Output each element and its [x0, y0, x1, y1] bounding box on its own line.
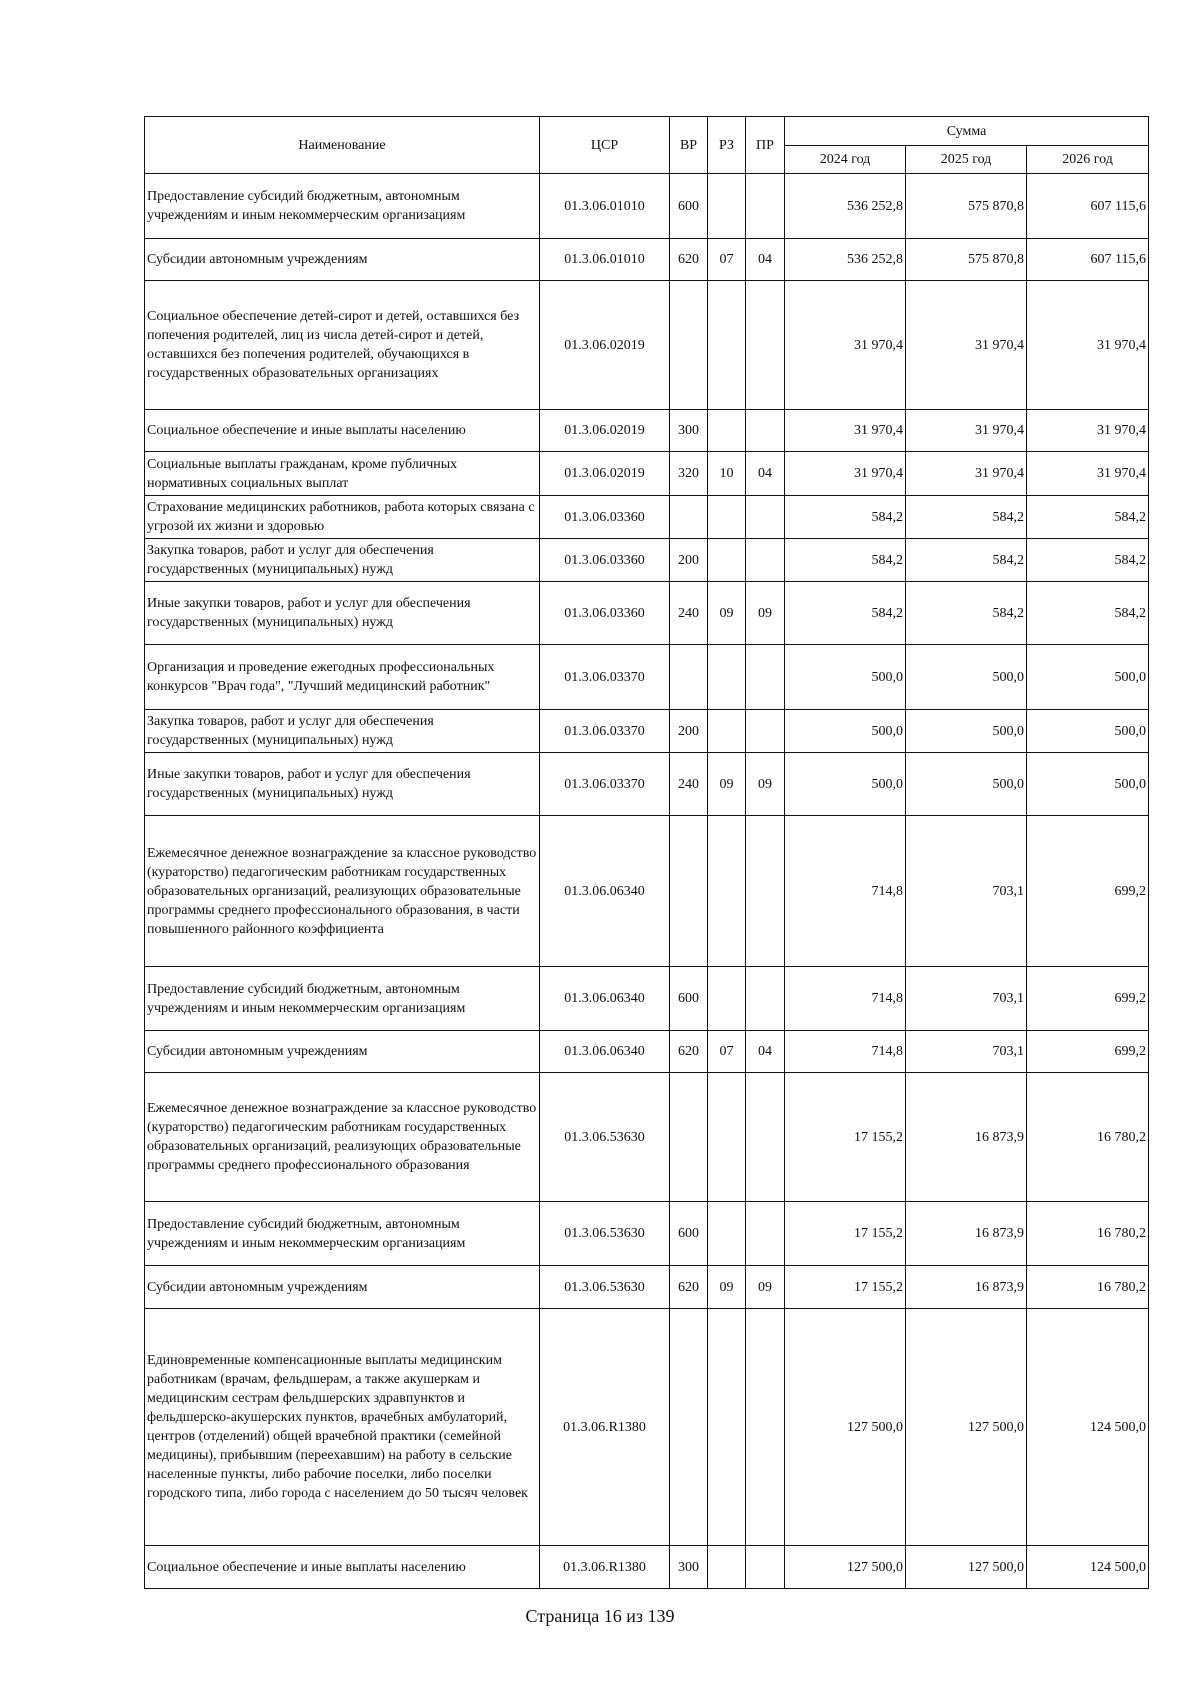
cell-2025: 127 500,0 [906, 1546, 1027, 1589]
cell-name: Ежемесячное денежное вознаграждение за классное руководство (кураторство) педагогическим работникам государственных образовательных организаций, реализующих образовательные программы среднего профессионального образования, в части повышенного районного коэффициента [145, 816, 540, 967]
cell-vr: 320 [670, 452, 708, 496]
cell-rz: 09 [708, 753, 746, 816]
cell-2026: 584,2 [1027, 539, 1149, 582]
cell-name: Социальные выплаты гражданам, кроме публичных нормативных социальных выплат [145, 452, 540, 496]
table-row [145, 1031, 1149, 1073]
cell-csr: 01.3.06.53630 [540, 1266, 670, 1309]
header-csr: ЦСР [540, 117, 670, 174]
cell-name: Иные закупки товаров, работ и услуг для обеспечения государственных (муниципальных) нужд [145, 753, 540, 816]
cell-2024: 584,2 [785, 496, 906, 539]
header-vr: ВР [670, 117, 708, 174]
cell-name: Закупка товаров, работ и услуг для обеспечения государственных (муниципальных) нужд [145, 710, 540, 753]
cell-vr [670, 1309, 708, 1546]
cell-rz: 09 [708, 1266, 746, 1309]
cell-csr: 01.3.06.03360 [540, 496, 670, 539]
cell-csr: 01.3.06.03370 [540, 645, 670, 710]
cell-vr: 600 [670, 1202, 708, 1266]
cell-2024: 714,8 [785, 967, 906, 1031]
cell-2025: 584,2 [906, 582, 1027, 645]
table-row [145, 582, 1149, 645]
cell-rz [708, 967, 746, 1031]
cell-rz: 07 [708, 239, 746, 281]
cell-vr [670, 496, 708, 539]
cell-2026: 31 970,4 [1027, 281, 1149, 410]
cell-2024: 500,0 [785, 753, 906, 816]
cell-2025: 575 870,8 [906, 239, 1027, 281]
cell-rz [708, 1309, 746, 1546]
header-rz: РЗ [708, 117, 746, 174]
cell-pr: 09 [746, 1266, 785, 1309]
header-year-2025: 2025 год [906, 146, 1027, 174]
table-row [145, 967, 1149, 1031]
cell-pr [746, 1546, 785, 1589]
cell-rz [708, 174, 746, 239]
cell-pr: 09 [746, 753, 785, 816]
cell-vr: 620 [670, 239, 708, 281]
cell-2026: 607 115,6 [1027, 174, 1149, 239]
cell-csr: 01.3.06.03360 [540, 539, 670, 582]
cell-pr [746, 816, 785, 967]
cell-2025: 500,0 [906, 645, 1027, 710]
cell-pr: 04 [746, 1031, 785, 1073]
cell-2026: 699,2 [1027, 816, 1149, 967]
cell-csr: 01.3.06.R1380 [540, 1309, 670, 1546]
cell-name: Субсидии автономным учреждениям [145, 1266, 540, 1309]
cell-2025: 16 873,9 [906, 1202, 1027, 1266]
table-row [145, 1309, 1149, 1546]
table-row [145, 410, 1149, 452]
cell-2025: 31 970,4 [906, 452, 1027, 496]
table-row [145, 281, 1149, 410]
cell-rz: 10 [708, 452, 746, 496]
table-row [145, 239, 1149, 281]
cell-rz: 07 [708, 1031, 746, 1073]
cell-rz [708, 816, 746, 967]
cell-2024: 31 970,4 [785, 410, 906, 452]
cell-pr [746, 710, 785, 753]
cell-name: Предоставление субсидий бюджетным, автономным учреждениям и иным некоммерческим организациям [145, 967, 540, 1031]
cell-vr: 200 [670, 539, 708, 582]
table-row [145, 645, 1149, 710]
cell-2024: 500,0 [785, 710, 906, 753]
cell-pr [746, 1202, 785, 1266]
table-body [145, 174, 1149, 1589]
cell-2024: 127 500,0 [785, 1546, 906, 1589]
header-year-2026: 2026 год [1027, 146, 1149, 174]
cell-2026: 699,2 [1027, 967, 1149, 1031]
cell-vr: 240 [670, 582, 708, 645]
cell-pr [746, 496, 785, 539]
cell-2026: 500,0 [1027, 710, 1149, 753]
cell-2024: 17 155,2 [785, 1266, 906, 1309]
table-row [145, 1266, 1149, 1309]
cell-rz [708, 1546, 746, 1589]
cell-2024: 714,8 [785, 816, 906, 967]
cell-vr [670, 816, 708, 967]
table-row [145, 174, 1149, 239]
cell-name: Организация и проведение ежегодных профессиональных конкурсов "Врач года", "Лучший медицинский работник" [145, 645, 540, 710]
cell-vr [670, 281, 708, 410]
cell-name: Субсидии автономным учреждениям [145, 239, 540, 281]
header-name: Наименование [145, 117, 540, 174]
cell-vr [670, 645, 708, 710]
cell-csr: 01.3.06.03360 [540, 582, 670, 645]
cell-2025: 127 500,0 [906, 1309, 1027, 1546]
cell-csr: 01.3.06.02019 [540, 452, 670, 496]
table-header [145, 117, 1149, 174]
cell-name: Ежемесячное денежное вознаграждение за классное руководство (кураторство) педагогическим работникам государственных образовательных организаций, реализующих образовательные программы среднего профессионального образования [145, 1073, 540, 1202]
table-row [145, 496, 1149, 539]
cell-rz [708, 281, 746, 410]
cell-rz [708, 1202, 746, 1266]
cell-2025: 16 873,9 [906, 1073, 1027, 1202]
cell-rz [708, 1073, 746, 1202]
cell-2025: 31 970,4 [906, 281, 1027, 410]
cell-csr: 01.3.06.03370 [540, 710, 670, 753]
cell-2026: 124 500,0 [1027, 1546, 1149, 1589]
cell-2025: 703,1 [906, 1031, 1027, 1073]
table-row [145, 452, 1149, 496]
header-sum: Сумма [785, 117, 1149, 146]
cell-vr: 240 [670, 753, 708, 816]
cell-name: Предоставление субсидий бюджетным, автономным учреждениям и иным некоммерческим организациям [145, 1202, 540, 1266]
cell-name: Единовременные компенсационные выплаты медицинским работникам (врачам, фельдшерам, а также акушеркам и медицинским сестрам фельдшерских здравпунктов и фельдшерско-акушерских пунктов, врачебных амбулаторий, центров (отделений) общей врачебной практики (семейной медицины), прибывшим (переехавшим) на работу в сельские населенные пункты, либо рабочие поселки, либо поселки городского типа, либо города с населением до 50 тысяч человек [145, 1309, 540, 1546]
cell-2024: 584,2 [785, 539, 906, 582]
cell-vr: 200 [670, 710, 708, 753]
cell-2025: 31 970,4 [906, 410, 1027, 452]
cell-rz [708, 496, 746, 539]
cell-pr [746, 539, 785, 582]
cell-2026: 500,0 [1027, 645, 1149, 710]
cell-2026: 584,2 [1027, 582, 1149, 645]
cell-csr: 01.3.06.03370 [540, 753, 670, 816]
cell-pr [746, 645, 785, 710]
cell-2025: 500,0 [906, 753, 1027, 816]
budget-table [144, 116, 1149, 1589]
cell-name: Социальное обеспечение и иные выплаты населению [145, 1546, 540, 1589]
cell-csr: 01.3.06.02019 [540, 281, 670, 410]
cell-2025: 575 870,8 [906, 174, 1027, 239]
table-row [145, 710, 1149, 753]
cell-rz [708, 539, 746, 582]
cell-name: Социальное обеспечение и иные выплаты населению [145, 410, 540, 452]
cell-vr: 600 [670, 174, 708, 239]
cell-2025: 703,1 [906, 967, 1027, 1031]
cell-2024: 127 500,0 [785, 1309, 906, 1546]
cell-vr: 620 [670, 1031, 708, 1073]
cell-pr [746, 410, 785, 452]
cell-csr: 01.3.06.01010 [540, 239, 670, 281]
cell-csr: 01.3.06.06340 [540, 967, 670, 1031]
cell-csr: 01.3.06.06340 [540, 816, 670, 967]
cell-2024: 536 252,8 [785, 174, 906, 239]
cell-pr [746, 1073, 785, 1202]
cell-csr: 01.3.06.06340 [540, 1031, 670, 1073]
table-row [145, 1202, 1149, 1266]
cell-2026: 124 500,0 [1027, 1309, 1149, 1546]
cell-rz [708, 645, 746, 710]
cell-2026: 607 115,6 [1027, 239, 1149, 281]
header-year-2024: 2024 год [785, 146, 906, 174]
cell-name: Закупка товаров, работ и услуг для обеспечения государственных (муниципальных) нужд [145, 539, 540, 582]
cell-csr: 01.3.06.53630 [540, 1073, 670, 1202]
cell-2025: 584,2 [906, 496, 1027, 539]
cell-2026: 31 970,4 [1027, 452, 1149, 496]
cell-vr [670, 1073, 708, 1202]
header-pr: ПР [746, 117, 785, 174]
cell-rz [708, 410, 746, 452]
cell-pr [746, 1309, 785, 1546]
cell-2024: 584,2 [785, 582, 906, 645]
cell-2025: 703,1 [906, 816, 1027, 967]
cell-name: Предоставление субсидий бюджетным, автономным учреждениям и иным некоммерческим организациям [145, 174, 540, 239]
cell-2026: 699,2 [1027, 1031, 1149, 1073]
cell-pr [746, 174, 785, 239]
table-row [145, 753, 1149, 816]
cell-2024: 17 155,2 [785, 1073, 906, 1202]
table-row [145, 539, 1149, 582]
cell-pr [746, 281, 785, 410]
cell-name: Иные закупки товаров, работ и услуг для обеспечения государственных (муниципальных) нужд [145, 582, 540, 645]
cell-csr: 01.3.06.01010 [540, 174, 670, 239]
cell-csr: 01.3.06.02019 [540, 410, 670, 452]
table-row [145, 816, 1149, 967]
cell-2024: 500,0 [785, 645, 906, 710]
cell-2024: 31 970,4 [785, 281, 906, 410]
cell-name: Субсидии автономным учреждениям [145, 1031, 540, 1073]
cell-pr: 04 [746, 239, 785, 281]
cell-vr: 600 [670, 967, 708, 1031]
cell-name: Социальное обеспечение детей-сирот и детей, оставшихся без попечения родителей, лиц из числа детей-сирот и детей, оставшихся без попечения родителей, обучающихся в государственных образовательных организациях [145, 281, 540, 410]
cell-2026: 31 970,4 [1027, 410, 1149, 452]
cell-csr: 01.3.06.R1380 [540, 1546, 670, 1589]
cell-pr [746, 967, 785, 1031]
cell-2026: 16 780,2 [1027, 1073, 1149, 1202]
cell-2026: 500,0 [1027, 753, 1149, 816]
cell-2026: 16 780,2 [1027, 1266, 1149, 1309]
table-row [145, 1546, 1149, 1589]
cell-vr: 300 [670, 410, 708, 452]
cell-2025: 16 873,9 [906, 1266, 1027, 1309]
cell-rz [708, 710, 746, 753]
page-footer: Страница 16 из 139 [525, 1606, 675, 1626]
cell-2025: 584,2 [906, 539, 1027, 582]
cell-2026: 584,2 [1027, 496, 1149, 539]
table-row [145, 1073, 1149, 1202]
cell-csr: 01.3.06.53630 [540, 1202, 670, 1266]
cell-2024: 17 155,2 [785, 1202, 906, 1266]
cell-vr: 620 [670, 1266, 708, 1309]
cell-vr: 300 [670, 1546, 708, 1589]
cell-2025: 500,0 [906, 710, 1027, 753]
cell-name: Страхование медицинских работников, работа которых связана с угрозой их жизни и здоровью [145, 496, 540, 539]
cell-2024: 714,8 [785, 1031, 906, 1073]
cell-rz: 09 [708, 582, 746, 645]
cell-2026: 16 780,2 [1027, 1202, 1149, 1266]
cell-pr: 04 [746, 452, 785, 496]
cell-pr: 09 [746, 582, 785, 645]
cell-2024: 31 970,4 [785, 452, 906, 496]
cell-2024: 536 252,8 [785, 239, 906, 281]
